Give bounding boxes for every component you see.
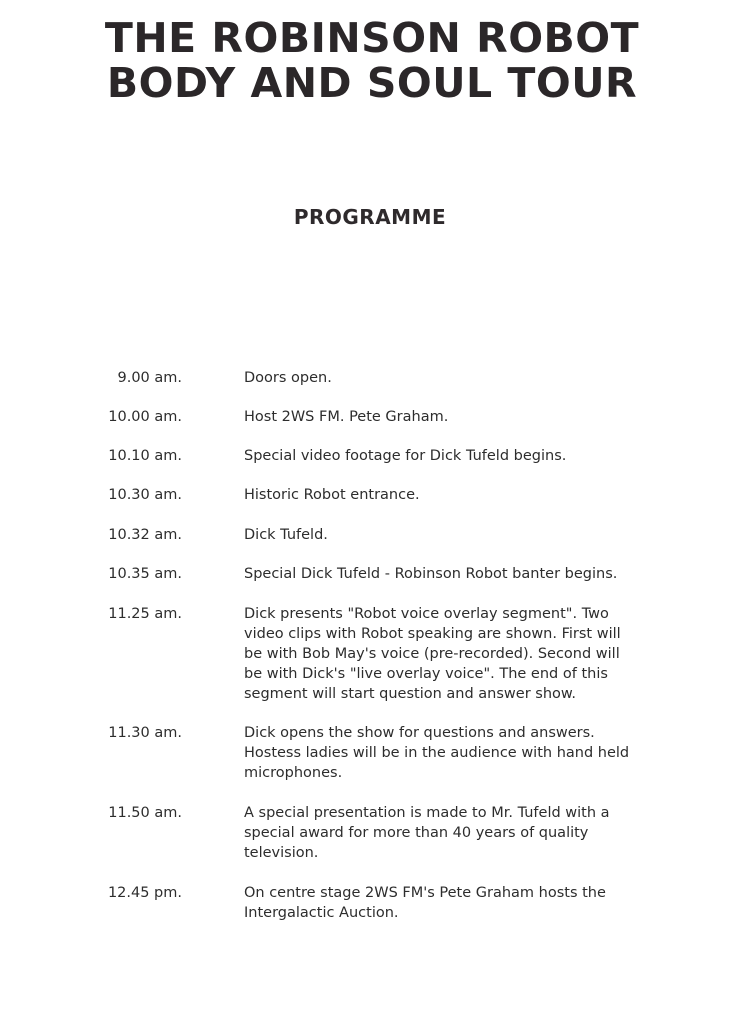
section-heading: PROGRAMME	[293, 205, 447, 229]
title-line-1: THE ROBINSON ROBOT	[104, 14, 640, 62]
schedule-description-line: television.	[244, 845, 319, 861]
schedule-time: 11.25 am.	[108, 606, 182, 622]
schedule-description-line: microphones.	[244, 765, 343, 781]
schedule-description	[244, 485, 664, 505]
schedule-description-line: be with Bob May's voice (pre-recorded). Second will	[244, 646, 620, 662]
schedule-description-line: be with Dick's "live overlay voice". The end of this	[244, 666, 608, 682]
schedule-time: 10.32 am.	[108, 527, 182, 543]
schedule-description	[244, 803, 664, 863]
schedule-description-line: Intergalactic Auction.	[244, 905, 399, 921]
schedule-description	[244, 407, 664, 427]
schedule-description	[244, 604, 664, 704]
schedule-time: 10.00 am.	[108, 409, 182, 425]
schedule-time: 11.50 am.	[108, 805, 182, 821]
schedule-time: 12.45 pm.	[107, 885, 182, 901]
schedule-description-line: On centre stage 2WS FM's Pete Graham hosts the	[244, 885, 606, 901]
schedule-description-line: Dick presents "Robot voice overlay segment". Two	[244, 606, 609, 622]
schedule-description-line: Special Dick Tufeld - Robinson Robot banter begins.	[244, 566, 618, 582]
schedule-description-line: Special video footage for Dick Tufeld begins.	[244, 448, 567, 464]
schedule-description-line: Doors open.	[244, 370, 332, 386]
schedule-time: 10.30 am.	[108, 487, 182, 503]
schedule-description-line: Dick opens the show for questions and answers.	[244, 725, 595, 741]
schedule-description-line: Host 2WS FM. Pete Graham.	[244, 409, 449, 425]
schedule-description	[244, 723, 664, 783]
schedule-description-line: special award for more than 40 years of quality	[244, 825, 589, 841]
schedule-description-line: segment will start question and answer show.	[244, 686, 577, 702]
schedule-time: 10.10 am.	[108, 448, 182, 464]
schedule-description	[244, 368, 664, 388]
schedule-time: 11.30 am.	[108, 725, 182, 741]
schedule-time: 9.00 am.	[117, 370, 182, 386]
schedule-description	[244, 525, 664, 545]
schedule-time: 10.35 am.	[108, 566, 182, 582]
schedule-description-line: Hostess ladies will be in the audience with hand held	[244, 745, 630, 761]
schedule-description	[244, 883, 664, 923]
schedule-description-line: Historic Robot entrance.	[244, 487, 420, 503]
schedule-description-line: A special presentation is made to Mr. Tufeld with a	[244, 805, 610, 821]
schedule-description	[244, 446, 664, 466]
schedule-description	[244, 564, 664, 584]
schedule-description-line: Dick Tufeld.	[244, 527, 328, 543]
title-line-2: BODY AND SOUL TOUR	[106, 59, 638, 107]
schedule-description-line: video clips with Robot speaking are shown. First will	[244, 626, 621, 642]
page-title	[0, 16, 744, 106]
